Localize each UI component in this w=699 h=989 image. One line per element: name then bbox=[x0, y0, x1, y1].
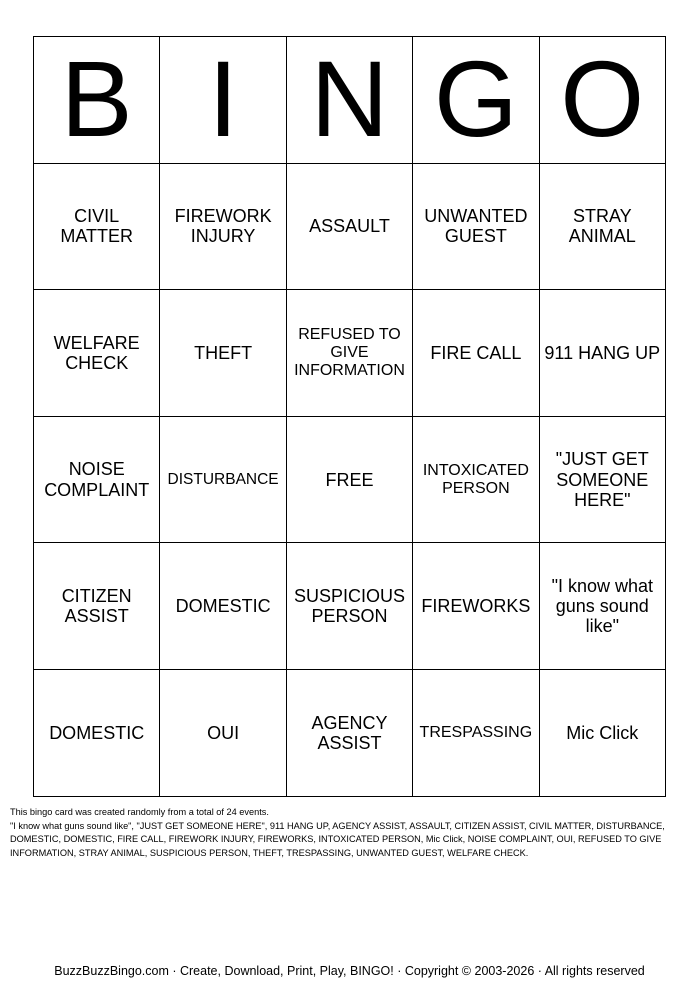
bingo-cell-r5-c1: DOMESTIC bbox=[34, 669, 160, 796]
bingo-cell-r2-c1: WELFARE CHECK bbox=[34, 290, 160, 417]
bingo-cell-r5-c5: Mic Click bbox=[539, 669, 665, 796]
bingo-cell-r2-c2: THEFT bbox=[160, 290, 286, 417]
bingo-cell-r2-c4: FIRE CALL bbox=[413, 290, 539, 417]
bingo-row-1 bbox=[34, 163, 666, 290]
bingo-cell-r3-c4: INTOXICATED PERSON bbox=[413, 416, 539, 543]
bingo-row-5 bbox=[34, 669, 666, 796]
header-letter-o: O bbox=[539, 37, 665, 164]
bingo-cell-r1-c5: STRAY ANIMAL bbox=[539, 163, 665, 290]
header-row bbox=[34, 37, 666, 164]
bingo-row-4 bbox=[34, 543, 666, 670]
header-letter-b: B bbox=[34, 37, 160, 164]
bingo-row-3 bbox=[34, 416, 666, 543]
header-letter-i: I bbox=[160, 37, 286, 164]
free-space: FREE bbox=[286, 416, 412, 543]
bingo-cell-r1-c3: ASSAULT bbox=[286, 163, 412, 290]
bingo-cell-r3-c2: DISTURBANCE bbox=[160, 416, 286, 543]
bingo-card bbox=[33, 36, 666, 797]
card-notes bbox=[10, 806, 690, 860]
bingo-cell-r3-c1: NOISE COMPLAINT bbox=[34, 416, 160, 543]
bingo-cell-r5-c4: TRESPASSING bbox=[413, 669, 539, 796]
bingo-cell-r1-c4: UNWANTED GUEST bbox=[413, 163, 539, 290]
bingo-row-2 bbox=[34, 290, 666, 417]
bingo-cell-r4-c3: SUSPICIOUS PERSON bbox=[286, 543, 412, 670]
bingo-cell-r4-c5: "I know what guns sound like" bbox=[539, 543, 665, 670]
bingo-cell-r4-c1: CITIZEN ASSIST bbox=[34, 543, 160, 670]
bingo-cell-r1-c1: CIVIL MATTER bbox=[34, 163, 160, 290]
bingo-cell-r2-c5: 911 HANG UP bbox=[539, 290, 665, 417]
event-list: "I know what guns sound like", "JUST GET SOMEONE HERE", 911 HANG UP, AGENCY ASSIST, ASSAULT, CITIZEN ASSIST, CIVIL MATTER, DISTURBANCE, DOMESTIC, DOMESTIC, FIRE CALL, FIREWORK INJURY, FIREWORKS, INTOXICATED PERSON, Mic Click, NOISE COMPLAINT, OUI, REFUSED TO GIVE INFORMATION, STRAY ANIMAL, SUSPICIOUS PERSON, THEFT, TRESPASSING, UNWANTED GUEST, WELFARE CHECK. bbox=[10, 820, 665, 858]
event-count-note: This bingo card was created randomly from a total of 24 events. bbox=[10, 807, 269, 817]
bingo-cell-r5-c2: OUI bbox=[160, 669, 286, 796]
header-letter-n: N bbox=[286, 37, 412, 164]
bingo-cell-r2-c3: REFUSED TO GIVE INFORMATION bbox=[286, 290, 412, 417]
bingo-cell-r1-c2: FIREWORK INJURY bbox=[160, 163, 286, 290]
bingo-cell-r4-c2: DOMESTIC bbox=[160, 543, 286, 670]
bingo-cell-r3-c5: "JUST GET SOMEONE HERE" bbox=[539, 416, 665, 543]
bingo-cell-r4-c4: FIREWORKS bbox=[413, 543, 539, 670]
site-footer: BuzzBuzzBingo.com · Create, Download, Print, Play, BINGO! · Copyright © 2003-2026 · All rights reserved bbox=[54, 964, 645, 978]
bingo-cell-r5-c3: AGENCY ASSIST bbox=[286, 669, 412, 796]
header-letter-g: G bbox=[413, 37, 539, 164]
